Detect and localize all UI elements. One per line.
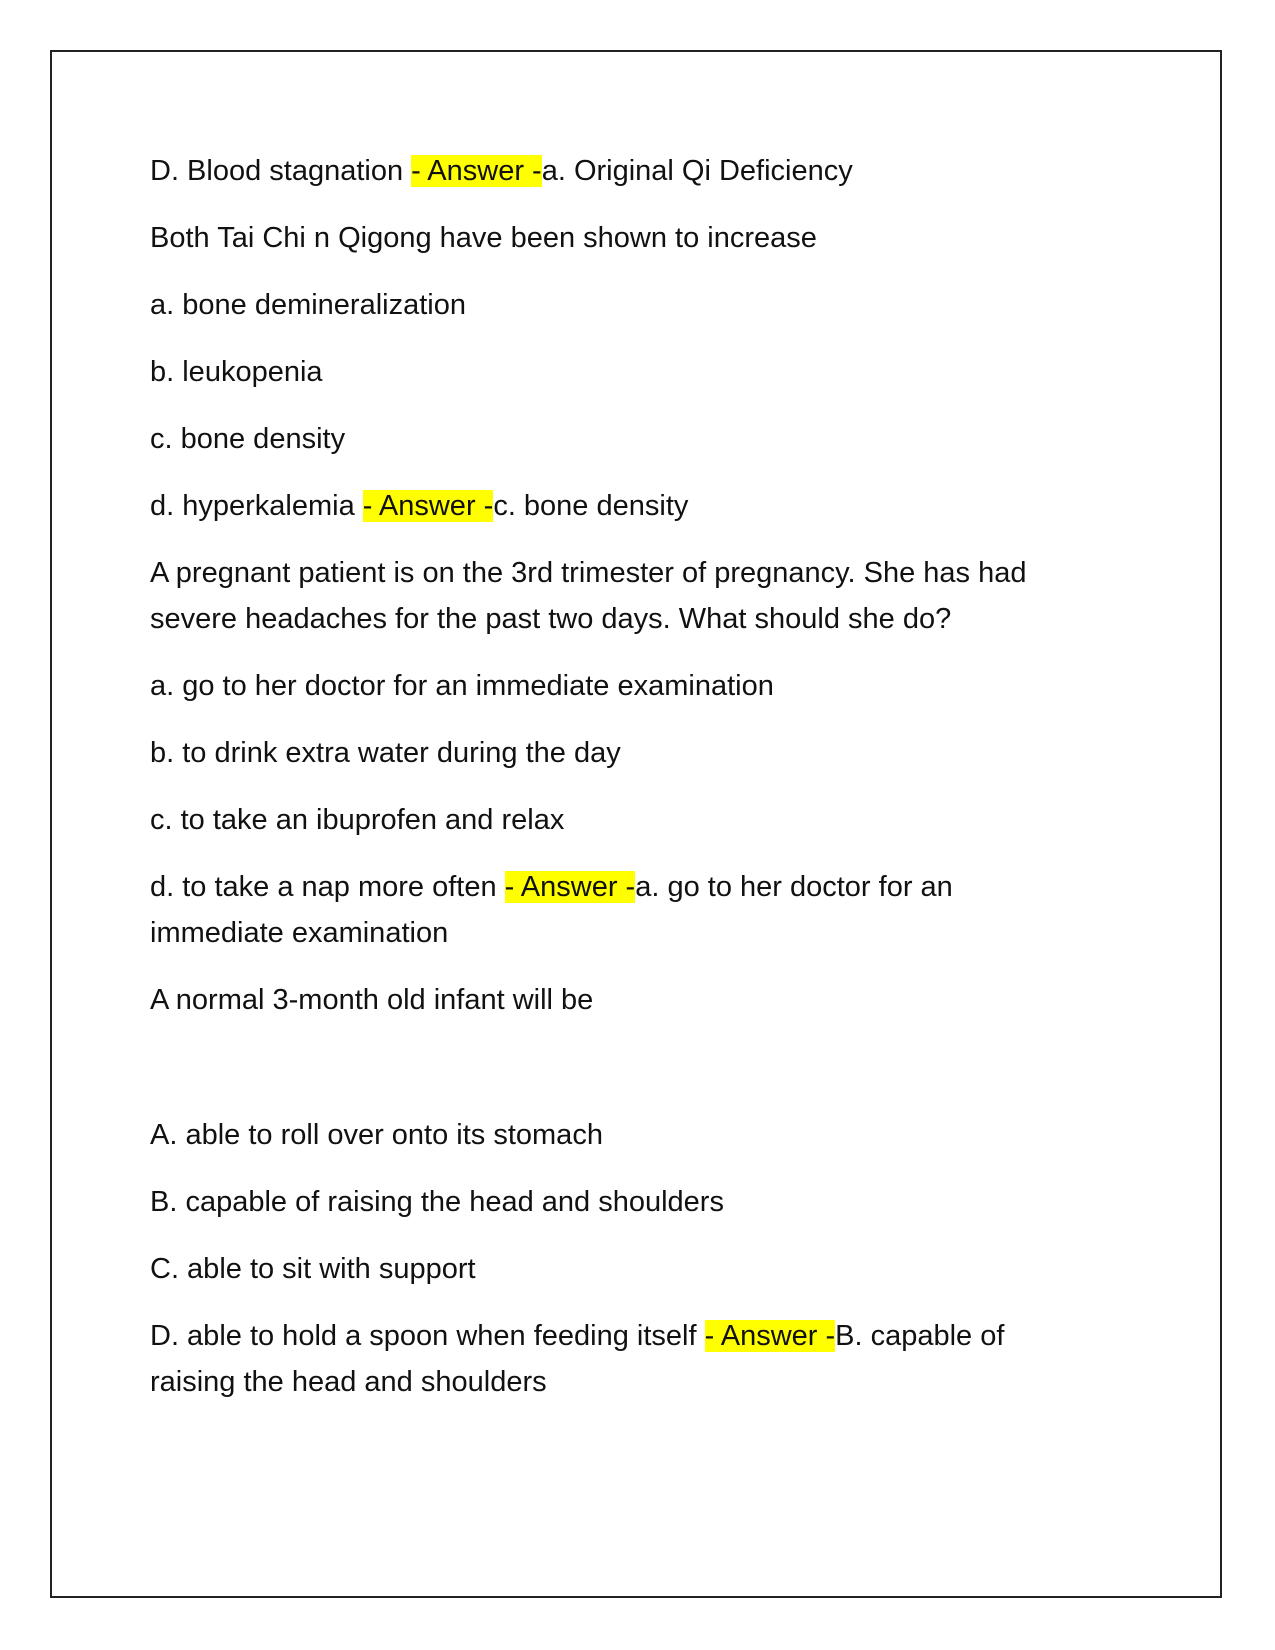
answer-highlight: - Answer - <box>704 1320 836 1352</box>
option-b: b. leukopenia <box>150 356 323 388</box>
answer-line <box>150 1313 1090 1405</box>
answer-line <box>150 864 1090 956</box>
answer-highlight: - Answer - <box>504 871 636 903</box>
option-a: a. bone demineralization <box>150 289 466 321</box>
answer-text: c. bone density <box>493 490 689 522</box>
answer-text: a. go to her doctor for an immediate examination <box>150 871 953 949</box>
option-b: B. capable of raising the head and shoulders <box>150 1186 724 1218</box>
answer-highlight: - Answer - <box>362 490 494 522</box>
option-c: c. bone density <box>150 423 346 455</box>
question-text: Both Tai Chi n Qigong have been shown to increase <box>150 222 817 254</box>
option-a: A. able to roll over onto its stomach <box>150 1119 603 1151</box>
line-text: d. to take a nap more often <box>150 871 505 903</box>
line-text: D. able to hold a spoon when feeding itself <box>150 1320 705 1352</box>
line-text: d. hyperkalemia <box>150 490 363 522</box>
document-body <box>150 148 1090 1426</box>
option-b: b. to drink extra water during the day <box>150 737 621 769</box>
option-c: C. able to sit with support <box>150 1253 476 1285</box>
answer-line <box>150 148 1090 194</box>
answer-text: a. Original Qi Deficiency <box>541 155 853 187</box>
answer-line <box>150 483 1090 529</box>
question-text: A normal 3-month old infant will be <box>150 984 594 1016</box>
option-a: a. go to her doctor for an immediate examination <box>150 670 774 702</box>
line-text: D. Blood stagnation <box>150 155 412 187</box>
answer-text: B. capable of raising the head and shoulders <box>150 1320 1005 1398</box>
question-text: A pregnant patient is on the 3rd trimester of pregnancy. She has had severe headaches for the past two days. What should she do? <box>150 557 1027 635</box>
option-c: c. to take an ibuprofen and relax <box>150 804 565 836</box>
answer-highlight: - Answer - <box>411 155 542 187</box>
